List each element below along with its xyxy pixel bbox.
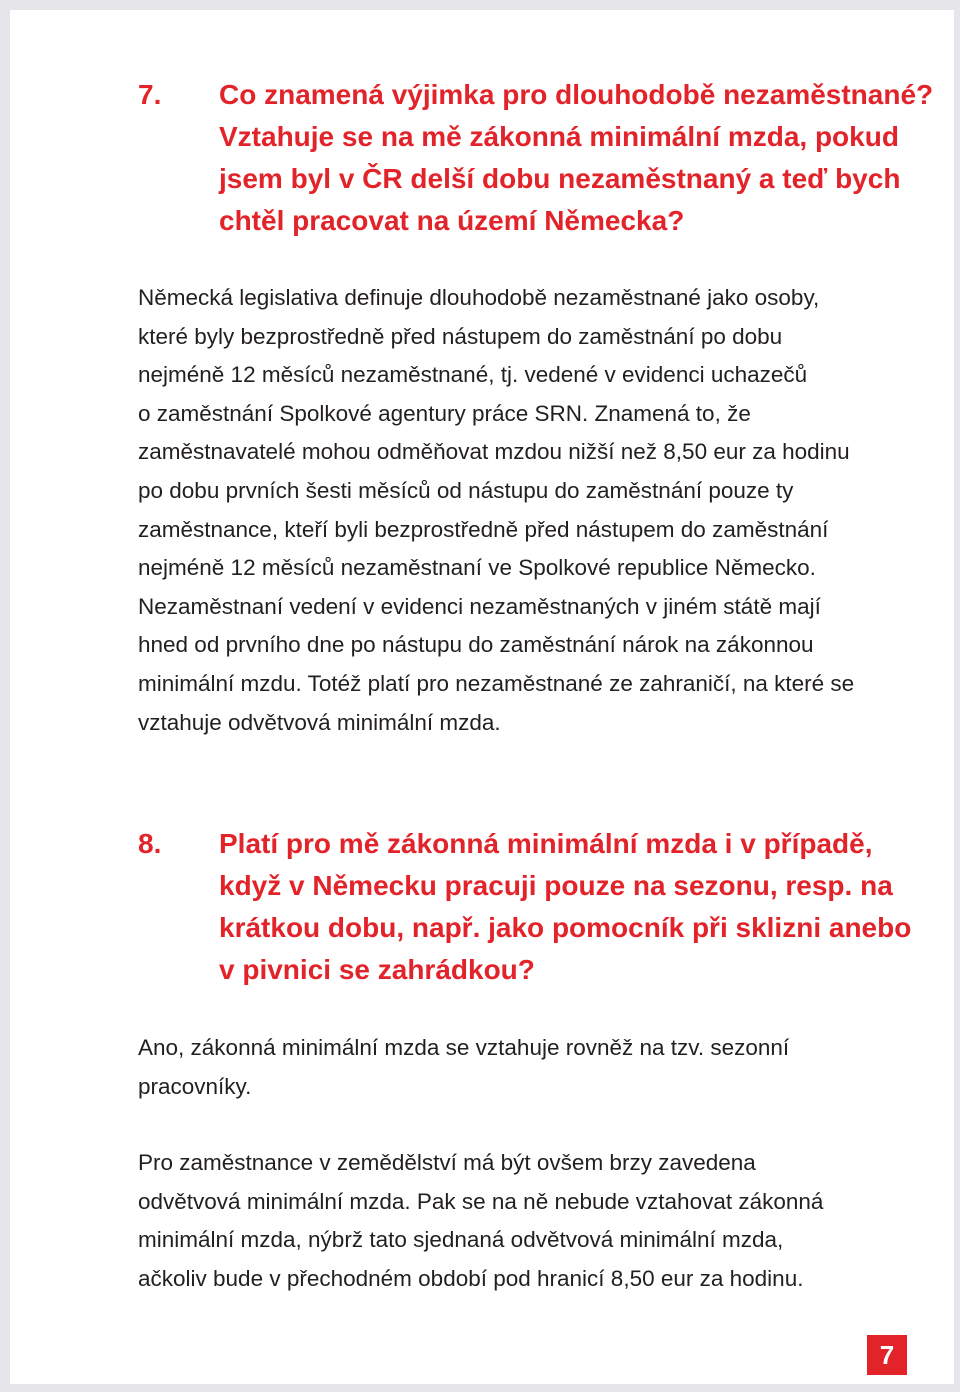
answer-line: nejméně 12 měsíců nezaměstnané, tj. vedené v evidenci uchazečů [138,362,808,388]
answer-line: o zaměstnání Spolkové agentury práce SRN. Znamená to, že [138,400,751,426]
answer-paragraph [138,279,918,742]
section-7-question [219,74,933,242]
answer-paragraph [138,1029,918,1106]
section-8-number: 8. [138,828,162,859]
answer-line: odvětvová minimální mzda. Pak se na ně nebude vztahovat zákonná [138,1188,824,1214]
answer-line: pracovníky. [138,1073,252,1099]
question-line: Platí pro mě zákonná minimální mzda i v případě, [219,828,873,859]
section-8-answer-1 [138,1029,918,1106]
answer-line: Nezaměstnaní vedení v evidenci nezaměstnaných v jiném státě mají [138,593,821,619]
answer-paragraph [138,1144,918,1298]
answer-line: Pro zaměstnance v zemědělství má být ovšem brzy zavedena [138,1150,756,1175]
question-line: chtěl pracovat na území Německa? [219,205,685,236]
question-line: v pivnici se zahrádkou? [219,954,535,985]
question-line: když v Německu pracuji pouze na sezonu, resp. na [219,870,893,901]
section-7-answer [138,279,918,742]
answer-line: Německá legislativa definuje dlouhodobě nezaměstnané jako osoby, [138,285,820,310]
answer-line: zaměstnance, kteří byli bezprostředně před nástupem do zaměstnání [138,516,829,542]
document-page [10,10,954,1384]
answer-line: nejméně 12 měsíců nezaměstnaní ve Spolkové republice Německo. [138,555,816,581]
section-8-heading [138,823,918,991]
section-7-heading [138,74,934,242]
answer-line: minimální mzda, nýbrž tato sjednaná odvětvová minimální mzda, [138,1227,784,1253]
answer-line: které byly bezprostředně před nástupem do zaměstnání po dobu [138,323,783,349]
section-7-number: 7. [138,79,162,110]
page-number-badge: 7 [867,1335,907,1375]
question-line: krátkou dobu, např. jako pomocník při sklizni anebo [219,912,912,943]
answer-line: zaměstnavatelé mohou odměňovat mzdou nižší než 8,50 eur za hodinu [138,439,850,465]
question-line: Co znamená výjimka pro dlouhodobě nezaměstnané? [219,79,934,110]
question-line: Vztahuje se na mě zákonná minimální mzda, pokud [219,121,899,152]
answer-line: hned od prvního dne po nástupu do zaměstnání nárok na zákonnou [138,632,814,658]
answer-line: Ano, zákonná minimální mzda se vztahuje rovněž na tzv. sezonní [138,1035,790,1060]
section-8-answer-2 [138,1144,918,1298]
answer-line: minimální mzdu. Totéž platí pro nezaměstnané ze zahraničí, na které se [138,670,855,696]
answer-line: ačkoliv bude v přechodném období pod hranicí 8,50 eur za hodinu. [138,1265,804,1291]
question-line: jsem byl v ČR delší dobu nezaměstnaný a teď bych [219,163,901,194]
section-8-question [219,823,918,991]
answer-line: vztahuje odvětvová minimální mzda. [138,709,501,735]
answer-line: po dobu prvních šesti měsíců od nástupu do zaměstnání pouze ty [138,477,794,503]
